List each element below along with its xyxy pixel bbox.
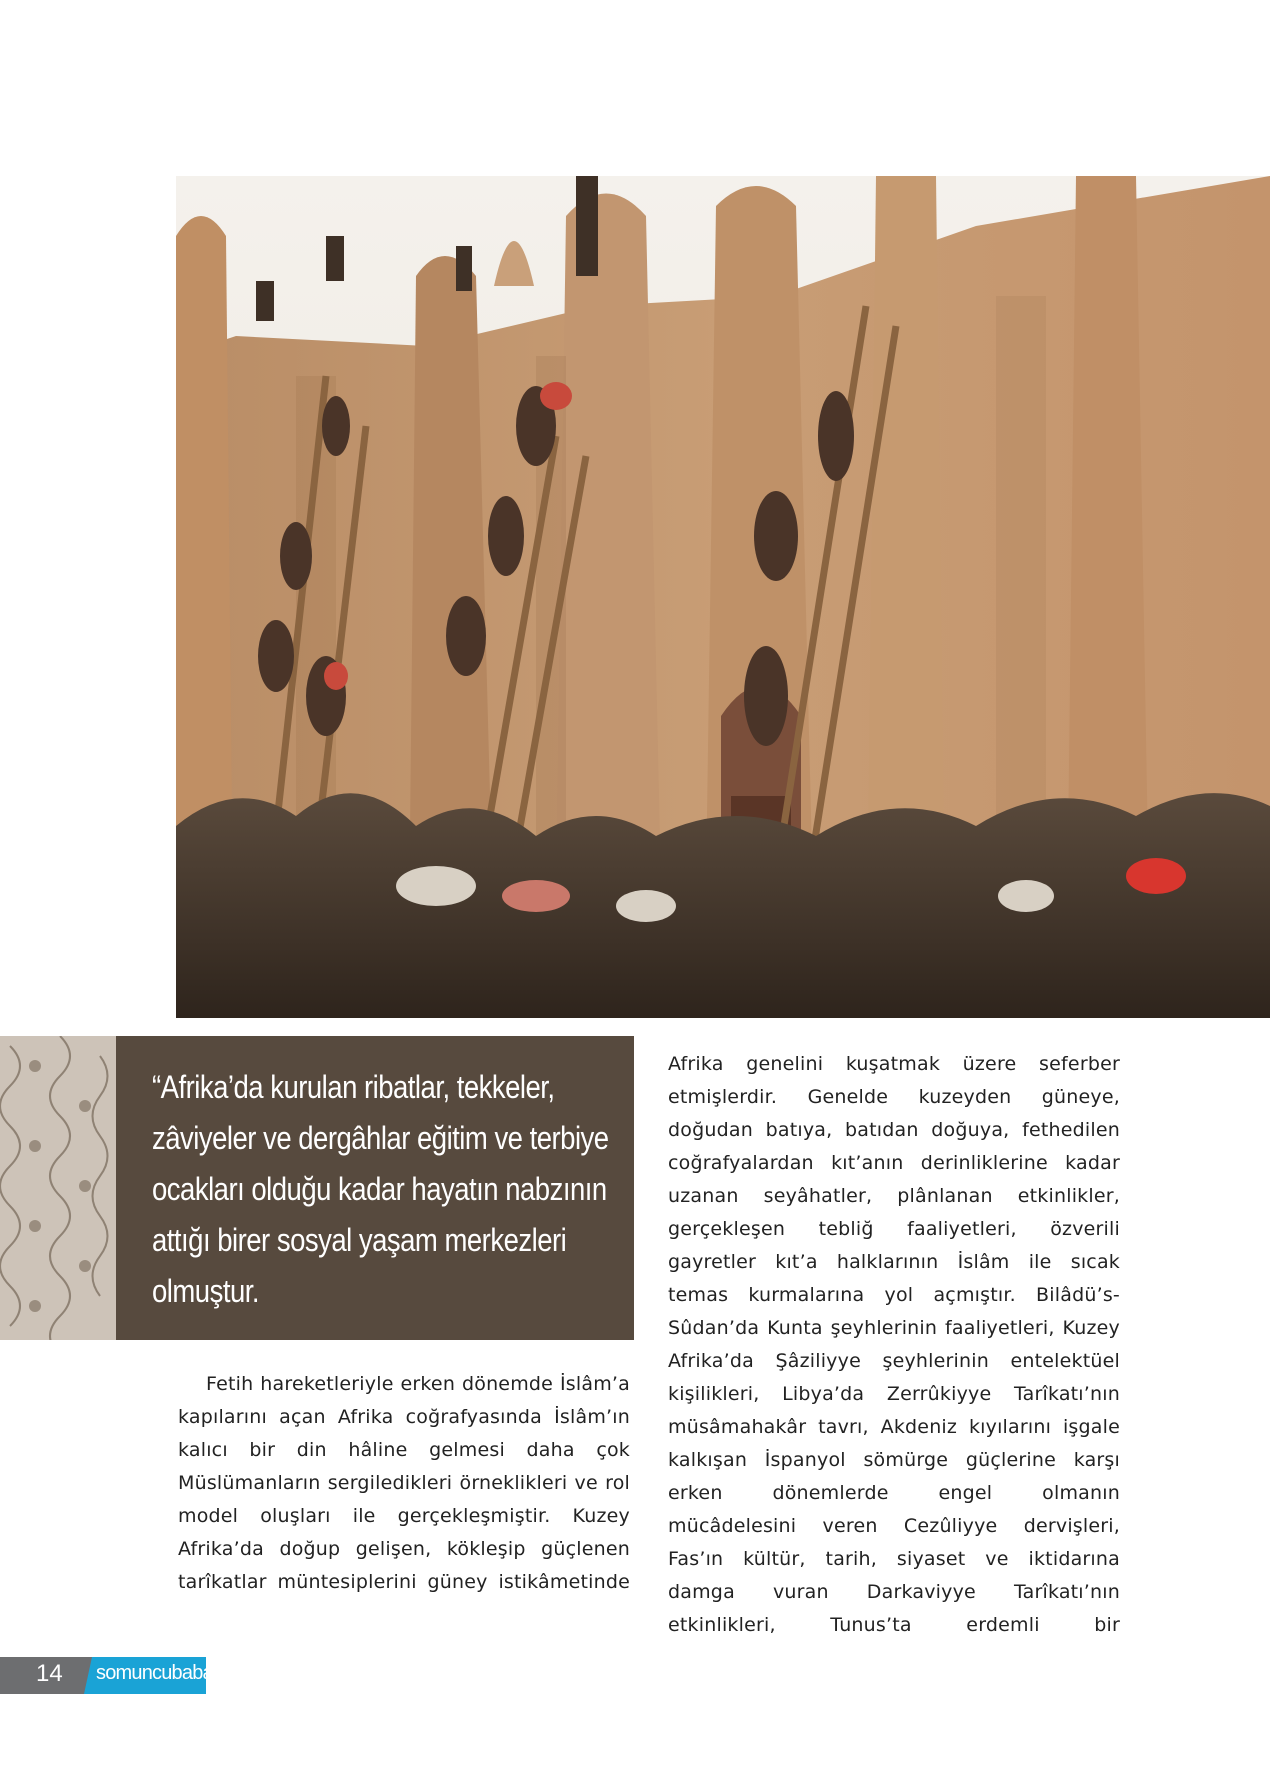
floral-pattern-panel [0, 1036, 116, 1340]
brand-logo-text: somuncubaba [96, 1662, 213, 1684]
page-footer [0, 1657, 213, 1694]
article-column-right: Afrika genelini kuşatmak üzere seferber etmişlerdir. Genelde kuzeyden güneye, doğudan batıya, batıdan doğuya, fethedilen coğrafyalardan kıt’anın derinliklerine kadar uzanan seyâhatler, plânlanan etkinlikler, gerçekleşen tebliğ faaliyetleri, özverili gayretler kıt’a halklarının İslâm ile sıcak temas kurmalarına yol açmıştır. Bilâdü’s-Sûdan’da Kunta şeyhlerinin faaliyetleri, Kuzey Afrika’da Şâziliyye şeyhlerinin entelektüel kişilikleri, Libya’da Zerrûkiyye Tarîkatı’nın müsâmahakâr tavrı, Akdeniz kıyılarını işgale kalkışan İspanyol sömürge güçlerine karşı erken dönemlerde engel olmanın mücâdelesini veren Cezûliyye dervişleri, Fas’ın kültür, tarih, siyaset ve iktidarına damga vuran Darkaviyye Tarîkatı’nın etkinlikleri, Tunus’ta erdemli bir [668, 1053, 1120, 1636]
mosque-replastering-photo [176, 176, 1270, 1018]
page-number: 14 [36, 1660, 63, 1687]
pull-quote-box [116, 1036, 634, 1340]
article-column-left: Fetih hareketleriyle erken dönemde İslâm’a kapılarını açan Afrika coğrafyasında İslâm’ın kalıcı bir din hâline gelmesi daha çok Müslümanların sergiledikleri örneklikleri ve rol model oluşları ile gerçekleşmiştir. Kuzey Afrika’da doğup gelişen, kökleşip güçlenen tarîkatlar müntesiplerini güney istikâmetinde [178, 1373, 630, 1593]
pull-quote: “Afrika’da kurulan ribatlar, tekkeler, zâviyeler ve dergâhlar eğitim ve terbiye ocakları olduğu kadar hayatın nabzının attığı birer sosyal yaşam merkezleri olmuştur. [152, 1069, 609, 1309]
